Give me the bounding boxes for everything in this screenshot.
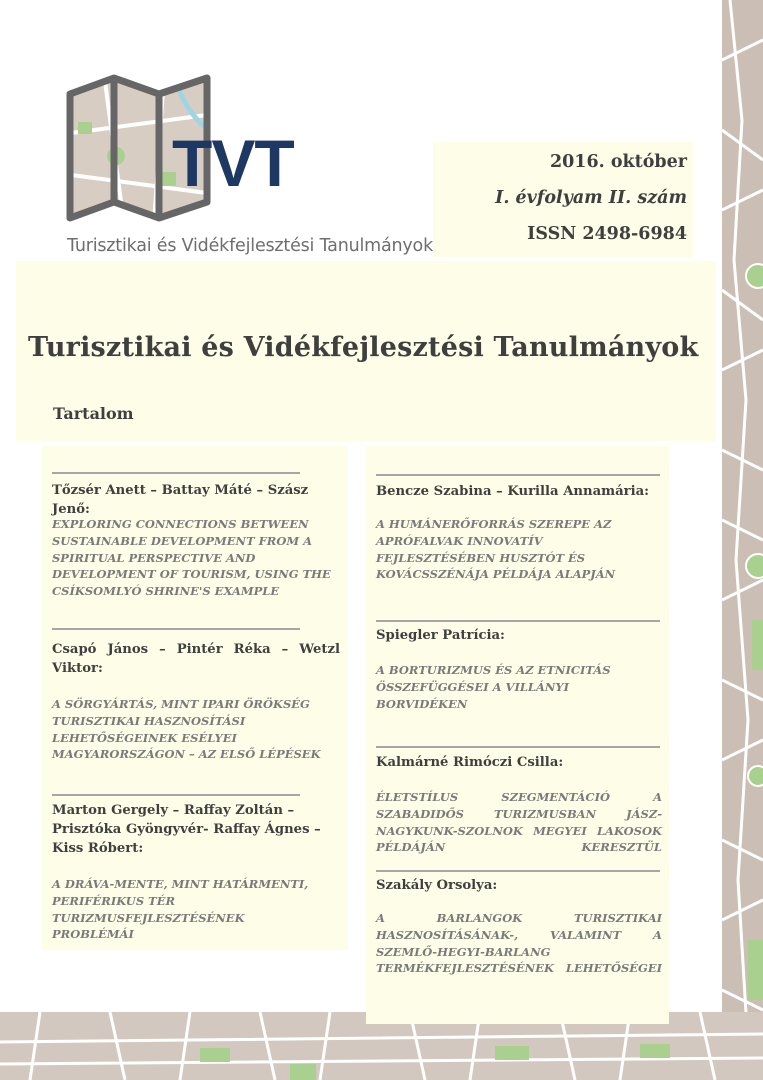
article-authors: Csapó János – Pintér Réka – Wetzl Viktor: bbox=[52, 642, 340, 676]
journal-title: Turisztikai és Vidékfejlesztési Tanulmányok bbox=[28, 332, 699, 363]
logo-text: TVT bbox=[172, 126, 294, 200]
divider bbox=[376, 746, 660, 748]
tvt-logo bbox=[64, 74, 334, 222]
article-authors: Marton Gergely – Raffay Zoltán – Prisztóka Gyöngyvér- Raffay Ágnes – Kiss Róbert: bbox=[52, 803, 321, 856]
article-title: EXPLORING CONNECTIONS BETWEEN SUSTAINABLE DEVELOPMENT FROM A SPIRITUAL PERSPECTIVE AND DEVELOPMENT OF TOURISM, USING THE CSÍKSOMLYÓ SHRINE'S EXAMPLE bbox=[52, 517, 331, 599]
title-band bbox=[16, 261, 716, 441]
article-authors: Bencze Szabina – Kurilla Annamária: bbox=[376, 484, 650, 499]
issue-info bbox=[433, 142, 693, 257]
article-authors: Spiegler Patrícia: bbox=[376, 628, 505, 643]
contents-column-left bbox=[42, 446, 348, 950]
contents-label: Tartalom bbox=[53, 404, 134, 423]
issue-volume: I. évfolyam II. szám bbox=[495, 188, 687, 208]
contents-column-right bbox=[366, 446, 669, 1024]
article-title: A HUMÁNERŐFORRÁS SZEREPE AZ APRÓFALVAK INNOVATÍV FEJLESZTÉSÉBEN HUSZTÓT ÉS KOVÁCSSZÉNÁJA PÉLDÁJA ALAPJÁN bbox=[376, 517, 616, 582]
article-title: A DRÁVA-MENTE, MINT HATÁRMENTI, PERIFÉRIKUS TÉR TURIZMUSFEJLESZTÉSÉNEK PROBLÉMÁI bbox=[52, 877, 309, 942]
logo-subtitle: Turisztikai és Vidékfejlesztési Tanulmányok bbox=[67, 236, 434, 256]
article-title: A BARLANGOK TURISZTIKAI HASZNOSÍTÁSÁNAK-, VALAMINT A SZEMLŐ-HEGYI-BARLANG TERMÉKFEJLESZTÉSÉNEK LEHETŐSÉGEI bbox=[376, 911, 662, 976]
article-authors: Tőzsér Anett – Battay Máté – Szász Jenő: bbox=[52, 483, 309, 517]
article-title: A BORTURIZMUS ÉS AZ ETNICITÁS ÖSSZEFÜGGÉSEI A VILLÁNYI BORVIDÉKEN bbox=[376, 663, 611, 711]
article-title: A SÖRGYÁRTÁS, MINT IPARI ÖRÖKSÉG TURISZTIKAI HASZNOSÍTÁSI LEHETŐSÉGEINEK ESÉLYEI MAGYARORSZÁGON – AZ ELSŐ LÉPÉSEK bbox=[52, 697, 321, 762]
issue-date: 2016. október bbox=[549, 152, 687, 172]
divider bbox=[52, 472, 300, 474]
article-authors: Szakály Orsolya: bbox=[376, 878, 498, 893]
map-pattern-right bbox=[722, 0, 763, 1080]
article-title: ÉLETSTÍLUS SZEGMENTÁCIÓ A SZABADIDŐS TURIZMUSBAN JÁSZ-NAGYKUNK-SZOLNOK MEGYEI LAKOSOK PÉLDÁJÁN KERESZTÜL bbox=[376, 790, 662, 855]
divider bbox=[376, 870, 660, 872]
divider bbox=[52, 794, 300, 796]
divider bbox=[376, 620, 660, 622]
divider bbox=[52, 628, 300, 630]
issn: ISSN 2498-6984 bbox=[527, 224, 687, 244]
divider bbox=[376, 474, 660, 476]
article-authors: Kalmárné Rimóczi Csilla: bbox=[376, 755, 564, 770]
